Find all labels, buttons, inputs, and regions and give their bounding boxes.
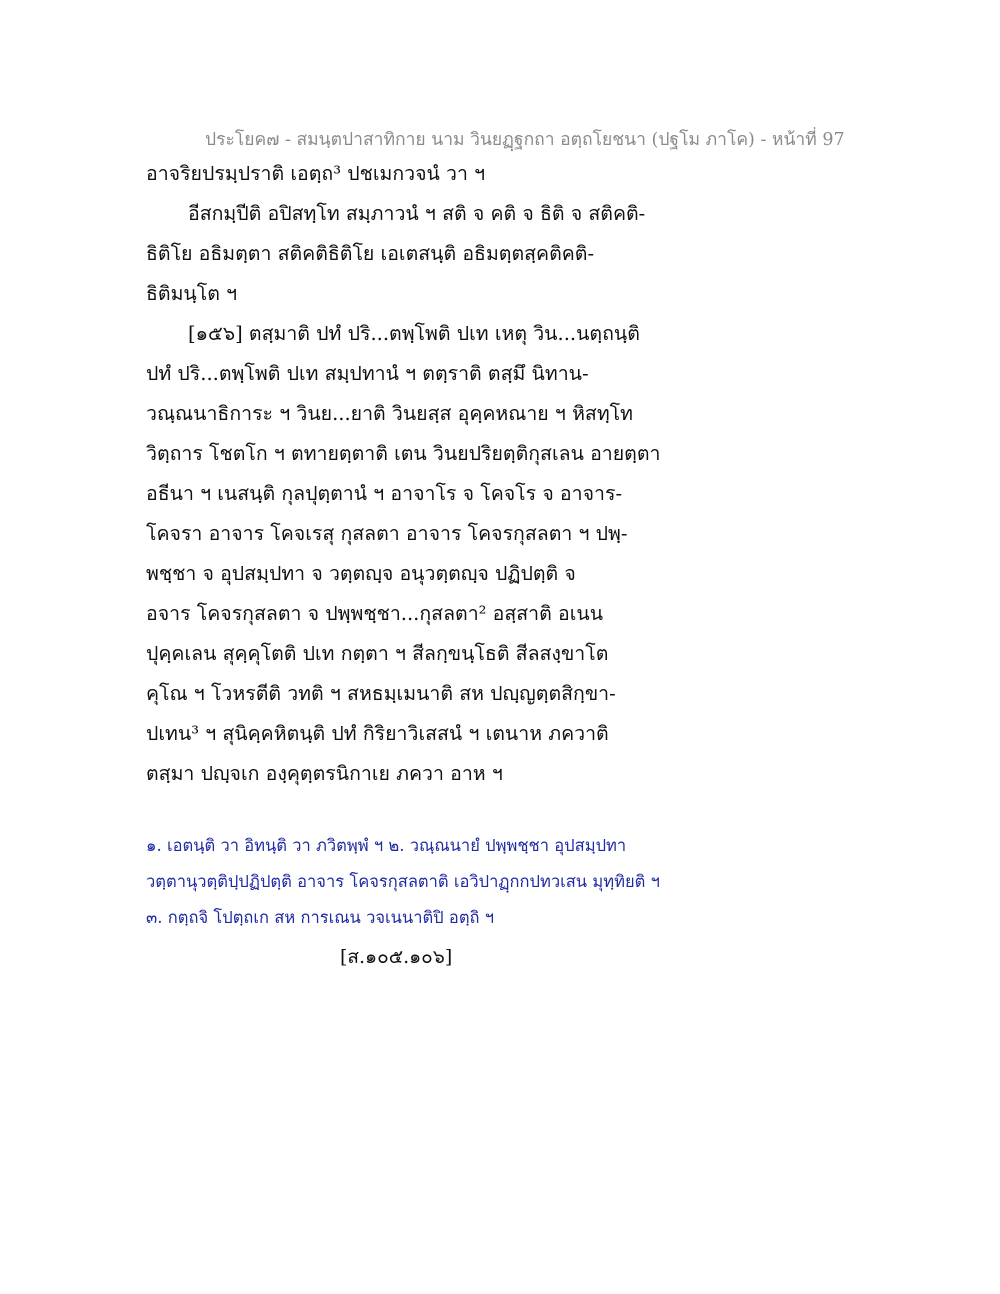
text-line: วิตฺถาร โชตโก ฯ ตทายตฺตาติ เตน วินยปริยตฺติกุสเลน อายตฺตา	[146, 442, 661, 465]
text-line: อจาร โคจรกุสลตา จ ปพฺพชฺชา...กุสลตา² อสฺสาติ อเนน	[146, 602, 604, 625]
text-line: อาจริยปรมฺปราติ เอตฺถ³ ปชเมกวจนํ วา ฯ	[146, 162, 486, 185]
text-line: คุโณ ฯ โวหรตีติ วทติ ฯ สหธมฺเมนาติ สห ปญฺญตฺตสิกฺขา-	[146, 682, 616, 705]
text-line: [๑๕๖] ตสฺมาติ ปทํ ปริ...ตพฺโพติ ปเท เหตุ วิน...นตฺถนฺติ	[188, 322, 640, 345]
footnote-line: ๑. เอตนฺติ วา อิทนฺติ วา ภวิตพฺพํ ฯ ๒. วณฺณนายํ ปพฺพชฺชา อุปสมฺปทา	[146, 836, 627, 855]
text-line: ธิติมนฺโต ฯ	[146, 282, 238, 305]
text-line: ปุคฺคเลน สุคฺคุโตติ ปเท กตฺตา ฯ สีลกฺขนฺโธติ สีลสงฺขาโต	[146, 642, 609, 665]
text-line: อีสกมฺปีติ อปิสทฺโท สมฺภาวนํ ฯ สติ จ คติ จ ธิติ จ สติคติ-	[188, 202, 646, 225]
text-line: ปทํ ปริ...ตพฺโพติ ปเท สมฺปทานํ ฯ ตตฺราติ ตสฺมึ นิทาน-	[146, 362, 589, 385]
footnote-line: ๓. กตฺถจิ โปตฺถเก สห การเณน วจเนนาติปิ อตฺถิ ฯ	[146, 908, 495, 927]
text-line: โคจรา อาจาร โคจเรสุ กุสลตา อาจาร โคจรกุสลตา ฯ ปพฺ-	[146, 522, 628, 545]
text-line: ปเทน³ ฯ สุนิคฺคหิตนฺติ ปทํ กิริยาวิเสสนํ ฯ เตนาห ภควาติ	[146, 722, 609, 745]
text-line: อธีนา ฯ เนสนฺติ กุลปุตฺตานํ ฯ อาจาโร จ โคจโร จ อาจาร-	[146, 482, 623, 505]
text-line: วณฺณนาธิการะ ฯ วินย...ยาติ วินยสฺส อุคฺคหณาย ฯ หิสทฺโท	[146, 402, 634, 425]
text-line: ตสฺมา ปญฺจเก องฺคุตฺตรนิกาเย ภควา อาห ฯ	[146, 762, 503, 785]
page-header: ประโยค๗ - สมนฺตปาสาทิกาย นาม วินยฏฺฐกถา อตฺถโยชนา (ปฐโม ภาโค) - หน้าที่ 97	[205, 130, 845, 150]
text-line: พชฺชา จ อุปสมฺปทา จ วตฺตญฺจ อนุวตฺตญฺจ ปฏิปตฺติ จ	[146, 562, 576, 585]
page-reference: [ส.๑๐๕.๑๐๖]	[340, 946, 453, 968]
footnote-line: วตฺตานุวตฺติปฺปฏิปตฺติ อาจาร โคจรกุสลตาติ เอวิปาฏฺกกปทวเสน มุทฺทิยติ ฯ	[146, 872, 660, 891]
text-line: ธิติโย อธิมตฺตา สติคติธิติโย เอเตสนฺติ อธิมตฺตสฺคติคติ-	[146, 242, 595, 265]
